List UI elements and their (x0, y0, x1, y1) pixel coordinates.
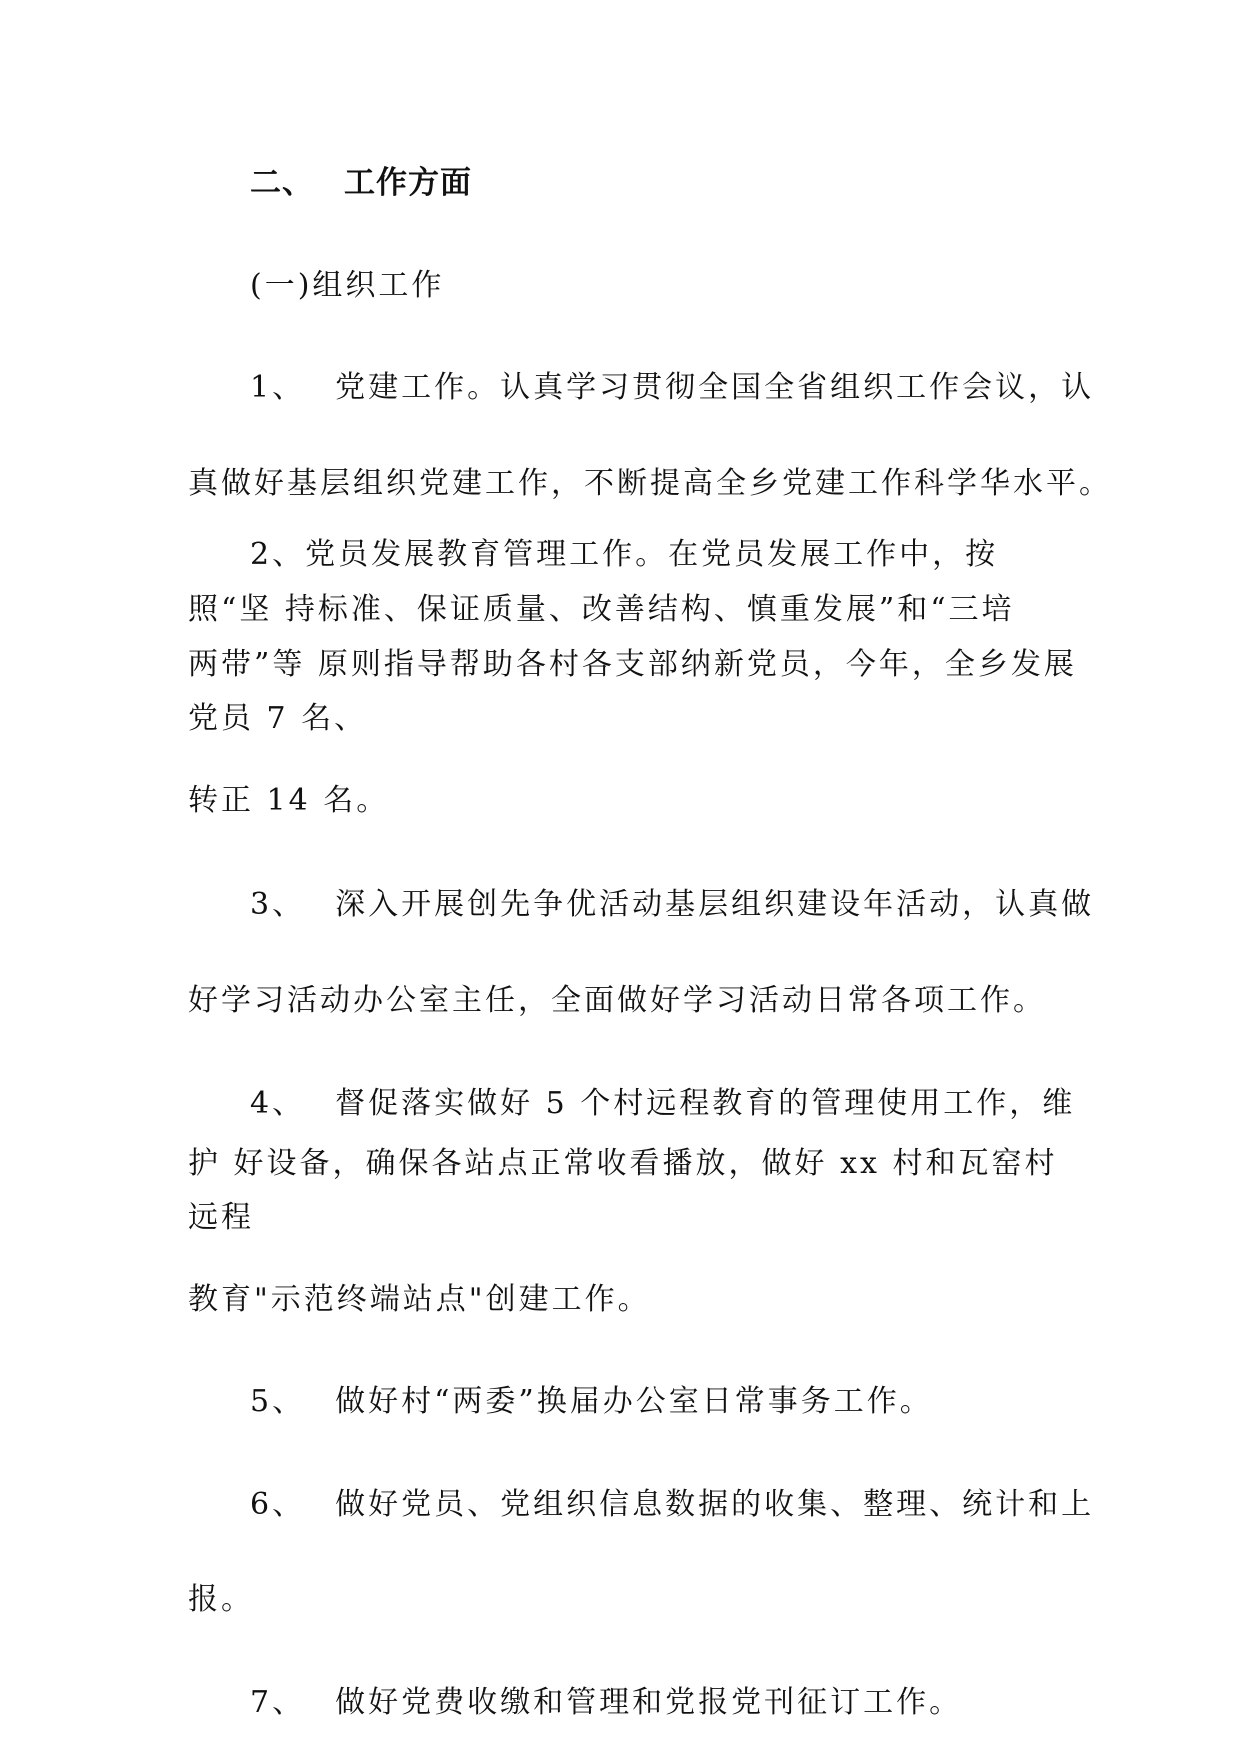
paragraph-line: 2、党员发展教育管理工作。在党员发展工作中，按 (250, 537, 999, 572)
paragraph-line: 报。 (188, 1582, 254, 1617)
paragraph-line: 护 好设备，确保各站点正常收看播放，做好 xx 村和瓦窑村 (188, 1146, 1058, 1181)
item-number: 4、 (250, 1086, 306, 1121)
item-number: 7、 (250, 1685, 306, 1720)
paragraph-line: 7、 做好党费收缴和管理和党报党刊征订工作。 (250, 1685, 963, 1720)
paragraph-line: 远程 (188, 1200, 254, 1235)
item-number: 3、 (250, 887, 306, 922)
subsection-heading: (一)组织工作 (250, 268, 445, 303)
section-heading (250, 165, 472, 201)
paragraph-line: 教育"示范终端站点"创建工作。 (188, 1282, 651, 1317)
paragraph-line: 真做好基层组织党建工作，不断提高全乡党建工作科学华水平。 (188, 466, 1112, 501)
paragraph-line: 6、 做好党员、党组织信息数据的收集、整理、统计和上 (250, 1487, 1095, 1522)
section-number: 二、 (250, 165, 314, 201)
paragraph-line: 两带”等 原则指导帮助各村各支部纳新党员，今年，全乡发展 (188, 647, 1077, 682)
item-number: 6、 (250, 1487, 306, 1522)
paragraph-line: 3、 深入开展创先争优活动基层组织建设年活动，认真做 (250, 887, 1095, 922)
section-title: 工作方面 (344, 165, 472, 201)
paragraph-line: 4、 督促落实做好 5 个村远程教育的管理使用工作，维 (250, 1086, 1076, 1121)
paragraph-line: 好学习活动办公室主任，全面做好学习活动日常各项工作。 (188, 983, 1046, 1018)
paragraph-line: 转正 14 名。 (188, 783, 390, 818)
paragraph-line: 党员 7 名、 (188, 701, 368, 736)
paragraph-line: 5、 做好村“两委”换届办公室日常事务工作。 (250, 1384, 933, 1419)
item-number: 5、 (250, 1384, 306, 1419)
item-number: 1、 (250, 370, 306, 405)
paragraph-line: 照“坚 持标准、保证质量、改善结构、慎重发展”和“三培 (188, 592, 1015, 627)
paragraph-line: 1、 党建工作。认真学习贯彻全国全省组织工作会议，认 (250, 370, 1095, 405)
